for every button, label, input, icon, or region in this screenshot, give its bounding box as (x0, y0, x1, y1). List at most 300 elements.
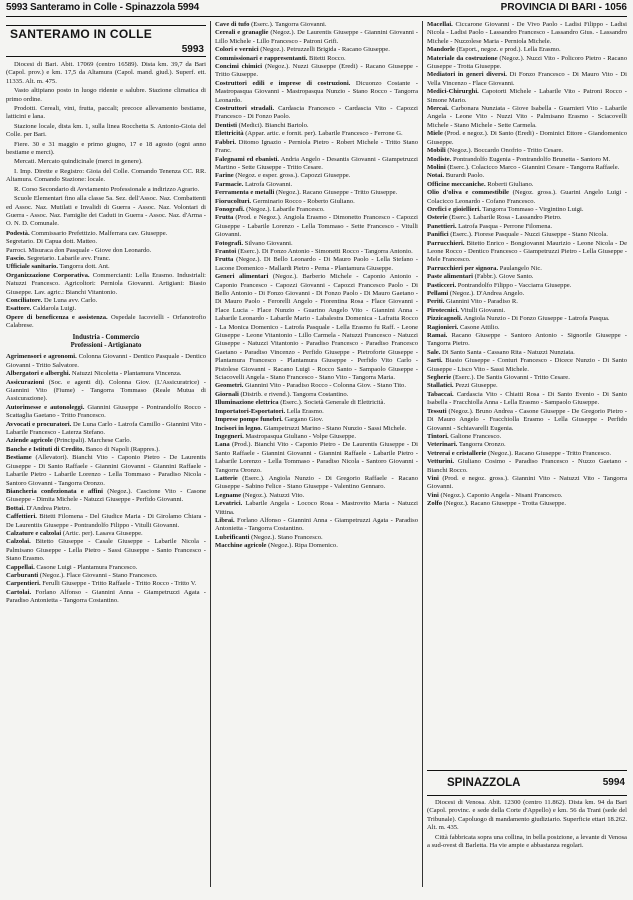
entry-category: Importatori-Esportatori. (215, 407, 286, 415)
directory-entry (427, 181, 627, 189)
directory-entry (427, 156, 627, 164)
entry-names: Lella Erasmo. (285, 407, 324, 415)
entry-names: (Eserc.). Angiola Nunzio - Di Gregorio Raffaele - Racano Giuseppe - Sabino Felice - Stano Giuseppe - Valentino Gennaro. (215, 474, 418, 491)
entry-names: (Negoz.). De Laurentis Giuseppe - Giannini Giovanni - Lillo Michele - Lillo Francesco - Patroni Grifi. (215, 29, 418, 45)
entry-names: Gargano Giov. (282, 416, 324, 424)
entry-category: Tessuti (427, 407, 447, 415)
intro-paragraph: Vasto altipiano posto in luogo ridente e salubre. Stazione climatica di primo ordine. (6, 87, 206, 103)
entry-category: Paste alimentari (427, 273, 473, 281)
entry-names: (Allevatori). Bianchi Vito - Caponio Pietro - De Laurentis Giuseppe - Di Santo Raffaele - Giannini Giovanni - Giannini Raffaele - Labarile Pietro - Labarile Lorenzo - Lella Tommaso - Paradiso Nicola - Santoro Giovanni - Tangorra Oronzo. (6, 454, 206, 487)
section-subheading: Professioni - Artigianato (70, 342, 142, 349)
directory-entry (6, 379, 206, 404)
entry-category: Vini (427, 491, 439, 499)
column-divider (422, 21, 423, 887)
entry-category: Organizzazione Corporativa. (6, 271, 90, 279)
entry-names: (Fabbr.). Giove Santo. (472, 273, 534, 281)
directory-entry (427, 55, 627, 72)
entry-category: Carpentieri. (6, 580, 41, 588)
directory-entry (427, 21, 627, 46)
entry-category: Fiorucolturi. (215, 197, 252, 205)
entry-category: Pizzicagnoli. (427, 315, 463, 323)
entry-category: Librai. (215, 516, 235, 524)
entry-names: Bitetti Rocco. (307, 54, 346, 62)
entry-names: (Negoz.). Racano Giuseppe - Tritto Giuseppe. (274, 189, 398, 197)
directory-entry (427, 223, 627, 231)
town-number: 5994 (602, 777, 625, 788)
entry-names: (Negoz.). Natuzzi Vito. (241, 491, 305, 499)
entry-category: Imprese pompe funebri. (215, 416, 283, 424)
directory-entry (427, 214, 627, 222)
entry-category: Medici-Chirurghi. (427, 88, 479, 96)
entry-category: Frantoi (215, 247, 237, 255)
entry-category: Officine meccaniche. (427, 180, 486, 188)
entry-names: Colonna Giovanni - Dentico Pasquale - Dentico Giovanni - Tritto Salvatore. (6, 353, 206, 369)
directory-entry (215, 130, 418, 138)
directory-entry (215, 382, 418, 390)
entry-category: Notai. (427, 172, 445, 180)
entry-category: Cappellai. (6, 563, 35, 571)
entry-category: Assicurazioni (6, 378, 45, 386)
column-3 (427, 21, 627, 766)
directory-entry (215, 122, 418, 130)
directory-entry (215, 55, 418, 63)
entry-category: Periti. (427, 298, 445, 306)
directory-entry (215, 399, 418, 407)
entry-category: Albergatori e alberghi. (6, 370, 71, 378)
entry-names: (Distrib. e rivend.). Tangorra Costantino. (238, 390, 349, 398)
entry-names: Vitulli Giovanni. (458, 306, 506, 314)
entry-names: (Negoz.). Boccardo Onofrio - Tritto Cesare. (445, 147, 564, 155)
intro-paragraph: Città fabbricata sopra una collina, in bella posizione, a levante di Venosa a sud-ovest di Barletta. Ha vie ampie e abbastanza regolari. (427, 833, 627, 850)
entry-category: Frutta (215, 256, 234, 264)
entry-names: (Negoz.). Petruzzelli Brigida - Racano Giuseppe. (258, 46, 390, 54)
directory-entry (427, 71, 627, 88)
directory-entry (215, 105, 418, 122)
entry-names: Pezzi Giuseppe. (453, 382, 498, 390)
entry-category: Legname (215, 491, 242, 499)
entry-names: (Negoz.). Racano Giuseppe - Tritto Francesco. (486, 449, 612, 457)
directory-entry (215, 206, 418, 214)
intro-paragraph: R. Corso Secondario di Avviamento Professionale a indirizzo Agrario. (14, 185, 200, 193)
town-heading-spinazzola (427, 770, 627, 796)
entry-category: Fabbri. (215, 138, 237, 146)
directory-entry (6, 446, 206, 454)
directory-entry (6, 530, 206, 538)
directory-entry (215, 240, 418, 248)
intro-paragraph: Stazione locale, dista km. 1, sulla linea Rocchetta S. Antonio-Gioia del Colle. per Bari. (6, 122, 206, 139)
directory-entry (215, 492, 418, 500)
directory-entry (427, 408, 627, 433)
entry-names: (Principali). Marchese Carlo. (52, 437, 132, 445)
directory-entry (427, 290, 627, 298)
entry-names: Giannini Giuseppe - Pontrandolfo Rocco - Scattaglia Gaetano - Tritto Francesco. (6, 403, 206, 420)
directory-entry (6, 255, 206, 263)
town-heading-santeramo (6, 25, 206, 57)
directory-entry (6, 454, 206, 488)
entry-category: Fonografi. (215, 205, 245, 213)
directory-entry (427, 492, 627, 500)
directory-entry (6, 297, 206, 305)
entry-category: Orefici e gioiellieri. (427, 205, 481, 213)
directory-entry (6, 305, 206, 313)
town-intro (427, 799, 627, 851)
directory-entry (427, 147, 627, 155)
directory-entry (6, 538, 206, 563)
entry-category: Osterie (427, 214, 448, 222)
entry-names: Capotorti Michele - Labarile Vito - Patroni Rocco - Simone Mario. (427, 88, 627, 104)
intro-paragraph: Diocesi di Bari. Abit. 17069 (centro 16589). Dista km. 39,7 da Bari (Capol. prov.) e km. 17,5 da Altamura (Capol. mand. giud.). Superf. ett. 11335. Alt. m. 475. (6, 61, 206, 85)
directory-entry (6, 580, 206, 588)
directory-entry (6, 370, 206, 378)
entry-category: Calzature e calzolai (6, 529, 62, 537)
section-heading: Industria - Commercio (72, 333, 140, 341)
entry-names: (Prod. e negoz. gross.). Giannini Vito - Natuzzi Vito - Tangorra Giovanni. (427, 474, 627, 491)
entry-category: Lubrificanti (215, 533, 250, 541)
directory-entry (6, 238, 206, 246)
directory-entry (427, 450, 627, 458)
directory-entry (6, 353, 206, 370)
entry-category: Tintori. (427, 432, 449, 440)
directory-entry (427, 374, 627, 382)
entry-category: Bestiame (6, 454, 32, 462)
entry-names: Cardascia Francesco - Cardascia Vito - Capozzi Francesco - Di Fonzo Paolo. (215, 105, 418, 121)
entry-names: De Luna Carlo - Latrofa Camillo - Giannini Vito - Labarile Francesco - Laterza Stefano. (6, 420, 206, 437)
entry-category: Calzolai. (6, 538, 31, 546)
entry-names: (Eserc.). Società Generale di Elettricità. (278, 399, 386, 407)
entry-names: Giannini Vito - Paradiso R. (444, 298, 518, 306)
directory-entry (427, 282, 627, 290)
directory-entry (427, 391, 627, 408)
directory-entry (6, 589, 206, 606)
directory-entry (6, 247, 206, 255)
directory-entry (215, 425, 418, 433)
entry-category: Materiale da costruzione (427, 54, 498, 62)
entry-category: Cereali e granaglie (215, 29, 269, 37)
directory-entry (427, 349, 627, 357)
directory-entry (215, 63, 418, 80)
entry-category: Latterie (215, 474, 238, 482)
entry-category: Biancheria confezionata e affini (6, 487, 103, 495)
entry-category: Miele (427, 130, 443, 138)
entry-names: Giampetruzzi Marino - Stano Nunzio - Sassi Michele. (262, 424, 407, 432)
directory-entry (6, 513, 206, 530)
entry-category: Sarti. (427, 357, 443, 365)
directory-entry (427, 88, 627, 105)
entry-names: (Negoz.). Bruno Andrea - Casone Giuseppe - De Gregorio Pietro - Di Mauro Angelo - Fracchiolla Erasmo - Lella Giuseppe - Perfido Giovanni - Schiavarelli Eugenia. (427, 407, 627, 432)
entry-names: Commercianti: Lella Erasmo. Industriali: Natuzzi Francesco. Agricoltori: Perniola Giovanni. Artigiani: Biasio Giuseppe. Lav. agric.: Bianchi Vitantonio. (6, 271, 206, 296)
intro-paragraph: Prodotti. Cereali, vini, frutta, paccali; precoce allevamento bestiame, latticini e lana. (6, 105, 206, 121)
entry-category: Opere di beneficenza e assistenza. (6, 313, 108, 321)
entry-names: Di Fonzo Francesco - Di Mauro Vito - Di Vella Vincenzo - Flace Giovanni. (427, 71, 627, 87)
entry-names: Silvano Giovanni. (243, 239, 293, 247)
entry-category: Molini (427, 163, 446, 171)
entry-names: Galione Francesco. (448, 432, 502, 440)
entry-category: Mandorle (427, 46, 455, 54)
town-officials (6, 230, 206, 331)
entry-category: Conciliatore. (6, 296, 43, 304)
entry-category: Aziende agricole (6, 437, 53, 445)
entry-names: Bitetto Giuseppe - Casale Giuseppe - Labarile Nicola - Palmisano Giuseppe - Lella Pietro - Sassi Giuseppe - Santo Francesco - Stano Erasmo. (6, 538, 206, 563)
entry-names: Pontrandolfo Eugenia - Pontrandolfo Brunetta - Santoro M. (451, 155, 611, 163)
directory-entry (215, 156, 418, 173)
entry-names: (Artic. per). Lasava Giuseppe. (61, 529, 143, 537)
entry-names: Biasio Giuseppe - Conturi Francesco - Dicece Nunzio - Di Santo Giuseppe - Lisco Vito - Sassi Michele. (427, 357, 627, 373)
entry-category: Parrucchieri. (427, 239, 465, 247)
directory-entry (215, 408, 418, 416)
directory-entry (427, 500, 627, 508)
entry-names: (Negoz.). Labarile Francesco. (244, 205, 325, 213)
entry-names: (Negoz.). Caponio Angela - Nisani Francesco. (438, 491, 563, 499)
entry-names: (Negoz.). Ripa Domenico. (266, 542, 338, 550)
entry-category: Giornali (215, 390, 239, 398)
entry-category: Illuminazione elettrica (215, 399, 279, 407)
entry-category: Mercai. (427, 105, 449, 113)
entry-names: (Negoz.). Cascione Vito - Casone Giuseppe - Dimita Michele - Natuzzi Giuseppe - Perfido Giovanni. (6, 487, 206, 504)
entry-names: (Eserc.). Fiorese Pasquale - Nuzzi Giuseppe - Stano Nicola. (448, 231, 608, 239)
entry-names: Latrofa Giovanni. (243, 180, 293, 188)
page-header (6, 2, 627, 17)
entry-names: (Negoz.). D'Andrea Angelo. (448, 290, 525, 297)
directory-entry (427, 130, 627, 147)
entry-category: Zolfo (427, 500, 443, 508)
entry-category: Caffettieri. (6, 513, 37, 521)
town-number: 5993 (181, 43, 204, 55)
entry-names: Bitetti Filomena - Del Giudice Maria - Di Girolamo Chiara - De Laurentiis Giuseppe - Pontrandolfo Filippo - Vitulli Giovanni. (6, 513, 206, 529)
entry-category: Mobili (427, 147, 446, 155)
entry-names: Burardi Paolo. (444, 172, 485, 180)
entry-category: Avvocati e procuratori. (6, 420, 72, 428)
entry-category: Ramai. (427, 332, 448, 340)
entry-category: Modiste. (427, 155, 452, 163)
entry-names: Racano Giuseppe - Santoro Antonio - Signorile Giuseppe - Tangorra Pietro. (427, 332, 627, 348)
entry-category: Geometri. (215, 382, 244, 390)
entry-names: Di Santo Santa - Cassano Rita - Natuzzi Nunziata. (440, 348, 575, 356)
entry-category: Stallatici. (427, 382, 454, 390)
entry-names: Tangorra dott. Ant. (58, 263, 110, 271)
header-right: PROVINCIA DI BARI - 1056 (500, 2, 627, 13)
directory-entry (427, 273, 627, 281)
entry-category: Falegnami ed ebanisti. (215, 155, 280, 163)
directory-entry (215, 273, 418, 382)
entry-names: Ciccarone Giovanni - De Vivo Paolo - Ladisi Filippo - Ladisi Nicola - Ladisi Paolo - Lassandro Francesco - Lassandro Gius. - Lassandro Michele - Nuzzolese Maria - Perniola Michele. (427, 21, 627, 45)
intro-paragraph: Fiere. 30 e 31 maggio e primo giugno, 17 e 18 agosto (ogni anno bestiame e merci). (6, 140, 206, 157)
entry-names: (Eserc.). Tangorra Giovanni. (249, 21, 327, 28)
entry-names: (Negoz.). Flace Giovanni - Stano Francesco. (38, 571, 158, 579)
directory-entry (6, 404, 206, 421)
business-list (215, 21, 418, 551)
entry-category: Ferramenta e metalli (215, 189, 275, 197)
entry-names: Banco di Napoli (Rappres.). (84, 445, 160, 453)
directory-entry (427, 357, 627, 374)
directory-entry (215, 500, 418, 517)
directory-entry (215, 80, 418, 105)
entry-names: Ferulli Giuseppe - Tritto Raffaele - Tritto Rocco - Tritto V. (40, 580, 197, 588)
entry-names: Pontrandolfo Filippo - Vacciarra Giuseppe. (456, 281, 572, 289)
entry-category: Farmacie. (215, 180, 244, 188)
entry-category: Banche e Istituti di Credito. (6, 445, 85, 453)
entry-category: Podestà. (6, 229, 30, 237)
header-left: 5993 Santeramo in Colle - Spinazzola 5994 (6, 2, 199, 13)
directory-entry (215, 46, 418, 54)
entry-names: Casone Attilio. (458, 323, 500, 331)
entry-category: Concimi chimici (215, 63, 263, 71)
entry-names: Latrofa Pasqua - Perrone Filomena. (456, 222, 553, 230)
directory-entry (6, 272, 206, 297)
entry-names: Carbonara Nunziata - Giove Isabella - Guarnieri Vito - Labarile Angela - Leone Vito - Nuzzi Vito - Palmisano Erasmo - Sciacovelli Michele - Stano Michele - Sette Carmela. (427, 105, 627, 129)
entry-category: Olio d'oliva e commestibile (427, 189, 509, 197)
entry-names: D'Andrea Pietro. (24, 504, 71, 512)
entry-names: Dicuonzo Costante - Mastropasqua Giovanni - Mastropasqua Nunzio - Stano Rocco - Tangorra Leonardo. (215, 79, 418, 104)
business-list (6, 353, 206, 605)
entry-names: (Negoz.). Nuzzi Giuseppe (Eredi) - Racano Giuseppe - Tritto Giuseppe. (215, 63, 418, 79)
entry-category: Macchine agricole (215, 542, 267, 550)
entry-category: Cartolai. (6, 588, 32, 596)
entry-names: Paulangelo Nic. (498, 264, 542, 272)
entry-category: Costruttori edili e imprese di costruzioni. (215, 79, 351, 87)
entry-category: Panettieri. (427, 222, 457, 230)
entry-category: Farine (215, 172, 234, 180)
entry-names: Tangorra Oronzo. (457, 441, 506, 449)
entry-category: Macellai. (427, 21, 453, 28)
entry-names: Commissario Prefettizio. Malferrara cav. Giuseppe. (29, 229, 168, 237)
entry-category: Costruttori stradali. (215, 105, 275, 113)
entry-names: Segretario. Labarile avv. Franc. (25, 254, 111, 262)
directory-entry (427, 458, 627, 475)
entry-names: (Eserc.). Di Fonzo Antonio - Simonetti Rocco - Tangorra Antonio. (236, 247, 413, 255)
directory-entry (427, 206, 627, 214)
entry-names: (Negoz. gross.). Guarini Angelo Luigi - Colacicco Leonardo - Cofano Francesco. (427, 189, 627, 205)
entry-category: Fascio. (6, 254, 26, 262)
directory-entry (427, 332, 627, 349)
entry-names: Parroci. Misuraca don Pasquale - Giove don Leonardo. (6, 246, 152, 254)
entry-names: Giannini Vito - Paradiso Rocco - Colonna Giov. - Stano Tito. (243, 382, 406, 390)
entry-names: (Eserc.). Labarile Rosa - Lassandro Pietro. (447, 214, 562, 222)
entry-names: (Negoz.). Nuzzi Vito - Policoro Pietro - Racano Giuseppe - Trotta Giuseppe. (427, 54, 627, 71)
entry-category: Lana (215, 441, 230, 449)
entry-names: (Medici). Bianchi Bartolo. (236, 121, 309, 129)
entry-names: (Prod. e Negoz.). Angiola Erasmo - Dimonetto Francesco - Capozzi Giuseppe - Labarile Lorenzo - Lella Tommaso - Sette Francesco - Vitulli Giovanni. (215, 214, 418, 239)
entry-names: Natuzzi Nicoletta - Plantamura Vincenza. (70, 370, 182, 378)
entry-names: (Prod.). Bianchi Vito - Caponio Pietro - De Laurentis Giuseppe - Di Santo Raffaele - Giannini Giovanni - Giannini Raffaele - Labarile Pietro - Labarile Lorenzo - Lella Tommaso - Paradiso Nicola - Santoro Giovanni - Tangorra Oronzo. (215, 441, 418, 474)
entry-names: Segretario. Di Capua dott. Matteo. (6, 238, 98, 246)
entry-category: Parrucchieri per signora. (427, 264, 499, 272)
entry-category: Cave di tufo (215, 21, 250, 28)
town-name: SPINAZZOLA (447, 777, 521, 789)
directory-entry (427, 307, 627, 315)
entry-category: Generi alimentari (215, 273, 269, 281)
directory-entry (6, 564, 206, 572)
directory-entry (215, 256, 418, 273)
entry-category: Ragionieri. (427, 323, 459, 331)
directory-entry (6, 230, 206, 238)
entry-names: (Esport., negoz. e prod.). Lella Erasmo. (454, 46, 561, 54)
directory-entry (427, 441, 627, 449)
entry-names: (Appar. artic. e fornit. per). Labarile Francesco - Ferrone G. (243, 130, 403, 138)
directory-entry (6, 314, 206, 331)
entry-category: Elettricità (215, 130, 244, 138)
entry-category: Mediatori in generi diversi. (427, 71, 507, 79)
entry-category: Pasticceri. (427, 281, 457, 289)
entry-category: Vini (427, 474, 439, 482)
directory-entry (6, 488, 206, 505)
entry-names: Bitetto Enrico - Bongiovanni Maurizio - Leone Nicola - De Leone Rocco - Dentico Francesco - Giampetruzzi Pietro - Lella Giuseppe - Mele Francesco. (427, 239, 627, 264)
directory-entry (6, 572, 206, 580)
town-name: SANTERAMO IN COLLE (10, 27, 153, 41)
intro-paragraph: Diocesi di Venosa. Abit. 12300 (centro 11.862). Dista km. 94 da Bari (Capol. provinc. e sede della Corte d'Appello) e km. 56 da Trani (sede del Tribunale). Capoluogo di mandamento giudiziario. Superficie ettari 18.262. Alt. m. 435. (427, 799, 627, 832)
entry-category: Ufficiale sanitario. (6, 263, 59, 271)
entry-names: (Prod. e negoz.). Di Santo (Eredi) - Dominici Ettore - Giandomenico Giuseppe. (427, 130, 627, 146)
entry-names: De Luna avv. Carlo. (42, 296, 98, 304)
directory-entry (215, 433, 418, 441)
entry-names: Labarile Angela - Lococo Rosa - Mastrovito Maria - Natuzzi Vittina. (215, 500, 418, 516)
directory-entry (6, 505, 206, 513)
entry-names: Forlano Alfonso - Giannini Anna - Giampetruzzi Agata - Paradiso Antonietta - Tangorra Costantino. (215, 516, 418, 533)
entry-category: Bottai. (6, 504, 25, 512)
entry-names: (Eserc.). De Santis Giovanni - Tritto Cesare. (451, 374, 570, 382)
entry-names: Casone Luigi - Plantamura Francesco. (34, 563, 138, 571)
entry-names: (Negoz.). Stano Francesco. (249, 533, 323, 541)
directory-entry (215, 416, 418, 424)
directory-entry (215, 189, 418, 197)
entry-category: Frutta (215, 214, 234, 222)
directory-entry (6, 421, 206, 438)
column-divider (210, 21, 211, 887)
entry-names: Caldarola Luigi. (31, 305, 77, 313)
entry-category: Autorimesse e autonoleggi. (6, 403, 85, 411)
entry-category: Dentisti (215, 121, 237, 129)
entry-category: Tabaccai. (427, 390, 454, 398)
directory-entry (427, 231, 627, 239)
directory-entry (215, 198, 418, 206)
directory-entry (215, 214, 418, 239)
entry-category: Colori e vernici (215, 46, 259, 54)
business-list (427, 21, 627, 509)
entry-category: Sale. (427, 348, 441, 356)
entry-names: Angiola Nunzio - Di Fonzo Giuseppe - Latrofa Pasqua. (462, 315, 610, 323)
directory-entry (427, 46, 627, 54)
entry-names: Mastropasqua Giuliano - Volpe Giuseppe. (243, 432, 356, 440)
entry-names: Andria Angelo - Desantis Giovanni - Giampetruzzi Martino - Sette Giuseppe - Tritto Cesare. (215, 155, 418, 171)
directory-entry (215, 29, 418, 46)
entry-category: Vetrerai e cristallerie (427, 449, 487, 457)
entry-category: Incisori in legno. (215, 424, 263, 432)
directory-entry (215, 517, 418, 534)
directory-entry (6, 437, 206, 445)
column-1 (6, 21, 206, 891)
entry-names: Tangorra Tommaso - Virgintino Luigi. (480, 205, 584, 213)
directory-entry (427, 105, 627, 130)
entry-category: Carburanti (6, 571, 39, 579)
directory-entry (427, 164, 627, 172)
directory-entry (427, 298, 627, 306)
entry-category: Levatrici. (215, 500, 243, 508)
directory-entry (215, 172, 418, 180)
entry-names: Roberti Giuliano. (485, 180, 534, 188)
directory-entry (215, 181, 418, 189)
entry-names: (Eserc.). Colacicco Marco - Giannini Cesare - Tangorra Raffaele. (445, 163, 620, 171)
directory-entry (427, 240, 627, 265)
directory-entry (215, 441, 418, 475)
directory-entry (215, 21, 418, 29)
entry-category: Commissionari e rappresentanti. (215, 54, 308, 62)
entry-names: (Negoz. e esper. gross.). Capozzi Giuseppe. (233, 172, 351, 180)
directory-entry (215, 139, 418, 156)
entry-names: Giuliano Cosimo - Paradiso Francesco - Nuzzo Gaetano - Bianchi Rocco. (427, 458, 627, 474)
entry-category: Agrimensori e agronomi. (6, 353, 77, 361)
directory-entry (427, 324, 627, 332)
entry-category: Segherie (427, 374, 452, 382)
entry-names: Ditomo Ignazio - Perniola Pietro - Robert Michele - Tritto Stano Franc. (215, 138, 418, 155)
